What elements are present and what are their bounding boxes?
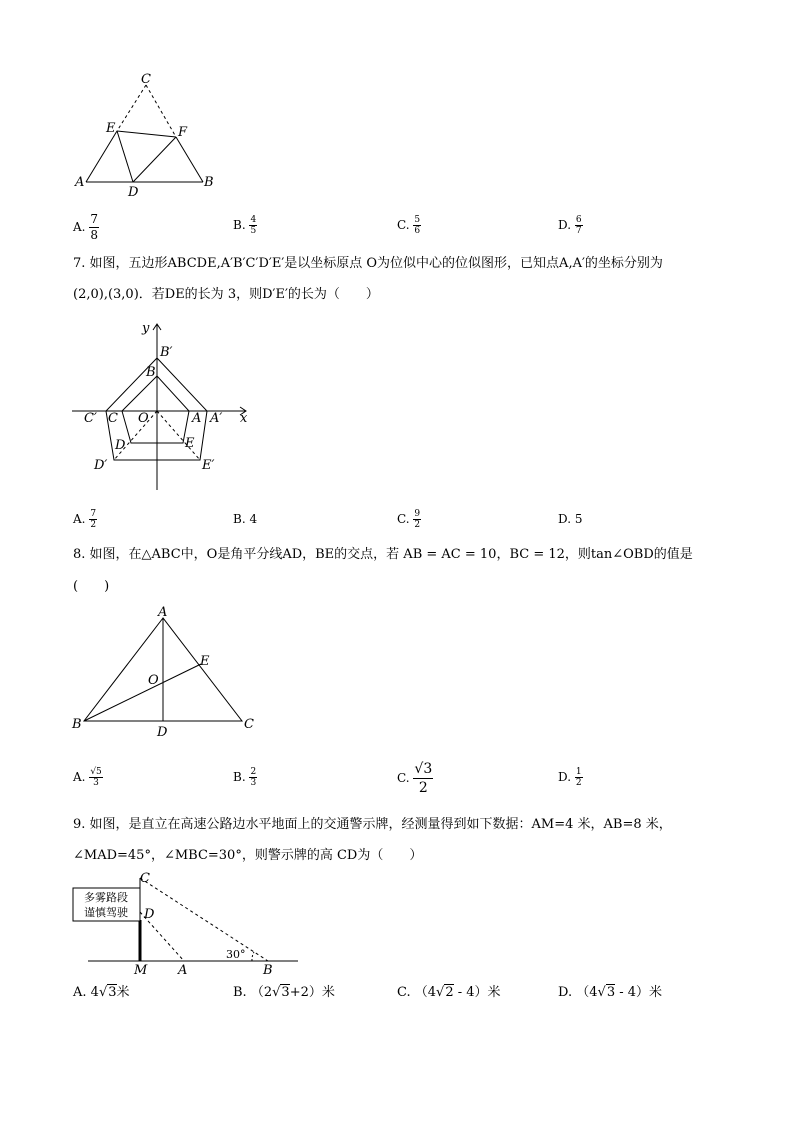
option-fraction: $\frac{√5}{3}$ bbox=[90, 767, 102, 788]
q7-figure bbox=[68, 318, 258, 496]
option-letter: B. bbox=[233, 218, 246, 232]
q9-option-b[interactable] bbox=[233, 984, 335, 1001]
q9-figure bbox=[68, 868, 308, 978]
radical-sign: √ bbox=[597, 985, 606, 1000]
option-radicand: 3 bbox=[281, 985, 290, 1000]
q8-stem-line1: 8. 如图，在△ABC中，O是角平分线AD，BE的交点，若 AB = AC = 10，BC = 12，则tan∠OBD的值是 bbox=[73, 547, 693, 562]
q9-label-a: A bbox=[178, 963, 188, 978]
q6-label-a: A bbox=[75, 175, 85, 190]
q8-option-c[interactable] bbox=[397, 760, 433, 797]
option-letter: B. bbox=[233, 770, 246, 784]
q6-label-f: F bbox=[178, 125, 188, 140]
q8-label-c: C bbox=[244, 717, 254, 732]
q8-option-d[interactable] bbox=[558, 767, 583, 788]
q8-label-d: D bbox=[157, 725, 168, 740]
q8-label-b: B bbox=[72, 717, 82, 732]
q7-label-cp: C′ bbox=[84, 411, 97, 426]
q8-option-a[interactable] bbox=[73, 767, 103, 788]
q9-stem-line2: ∠MAD=45°，∠MBC=30°，则警示牌的高 CD为（ ） bbox=[73, 848, 423, 863]
q8-label-e: E bbox=[200, 654, 210, 669]
q7-label-b: B bbox=[146, 365, 156, 380]
option-letter: B. bbox=[233, 512, 246, 526]
option-letter: A. bbox=[73, 985, 87, 1000]
q9-label-c: C bbox=[140, 871, 150, 886]
option-fraction: $\frac{6}{7}$ bbox=[575, 215, 582, 236]
q6-label-c: C bbox=[141, 72, 151, 87]
option-suffix: - 4）米 bbox=[453, 985, 501, 1000]
option-letter: D. bbox=[558, 770, 572, 784]
option-fraction: $\frac{7}{2}$ bbox=[90, 509, 97, 530]
option-fraction: $\frac{4}{5}$ bbox=[250, 215, 257, 236]
option-fraction: $\frac{5}{6}$ bbox=[414, 215, 421, 236]
q6-figure bbox=[70, 65, 230, 200]
q7-option-b[interactable] bbox=[233, 511, 257, 527]
q9-angle-label: 30° bbox=[226, 948, 246, 961]
option-letter: D. bbox=[558, 218, 572, 232]
q7-label-ep: E′ bbox=[202, 458, 215, 473]
option-fraction: $\frac{1}{2}$ bbox=[575, 767, 582, 788]
q8-label-o: O bbox=[148, 673, 159, 688]
q7-stem-line1: 7. 如图，五边形ABCDE,A′B′C′D′E′是以坐标原点 O为位似中心的位似图形，已知点A,A′的坐标分别为 bbox=[73, 256, 663, 271]
q6-option-b[interactable] bbox=[233, 215, 257, 236]
q7-axis-y: y bbox=[142, 321, 150, 336]
q7-label-d: D bbox=[115, 438, 126, 453]
radical-sign: √ bbox=[98, 985, 108, 1000]
q9-label-d: D bbox=[144, 907, 155, 922]
q9-option-a[interactable] bbox=[73, 984, 130, 1001]
q7-label-a: A bbox=[192, 411, 202, 426]
option-coefficient: （4 bbox=[576, 985, 598, 1000]
option-fraction: $\frac{9}{2}$ bbox=[414, 509, 421, 530]
q9-label-b: B bbox=[263, 963, 273, 978]
option-coefficient: （4 bbox=[414, 985, 437, 1000]
q6-label-e: E bbox=[106, 121, 116, 136]
sign-text-line1: 多雾路段 bbox=[84, 891, 128, 904]
q6-option-d[interactable] bbox=[558, 215, 583, 236]
q6-label-d: D bbox=[128, 185, 139, 200]
option-letter: B. bbox=[233, 985, 247, 1000]
option-fraction: $\frac{2}{3}$ bbox=[250, 767, 257, 788]
q8-label-a: A bbox=[158, 605, 168, 620]
option-coefficient: 4 bbox=[90, 985, 99, 1000]
q6-label-b: B bbox=[204, 175, 214, 190]
option-suffix: - 4）米 bbox=[615, 985, 663, 1000]
option-radicand: 3 bbox=[108, 985, 117, 1000]
sign-text-line2: 谨慎驾驶 bbox=[84, 906, 128, 919]
q8-stem-line2: ( ) bbox=[73, 579, 110, 594]
option-letter: A. bbox=[73, 220, 86, 234]
option-radicand: 3 bbox=[606, 985, 616, 1000]
q9-option-d[interactable] bbox=[558, 984, 662, 1001]
option-letter: D. bbox=[558, 512, 572, 526]
q7-label-ap: A′ bbox=[210, 411, 223, 426]
option-value: 5 bbox=[574, 512, 583, 526]
q7-option-d[interactable] bbox=[558, 511, 582, 527]
q7-label-o: O bbox=[138, 411, 149, 426]
option-letter: C. bbox=[397, 771, 410, 785]
q8-option-b[interactable] bbox=[233, 767, 257, 788]
option-letter: C. bbox=[397, 985, 411, 1000]
q7-label-e: E bbox=[185, 436, 195, 451]
option-suffix: +2）米 bbox=[289, 985, 335, 1000]
q9-stem-line1: 9. 如图，是直立在高速公路边水平地面上的交通警示牌，经测量得到如下数据：AM=4 米，AB=8 米， bbox=[73, 817, 672, 832]
option-radicand: 2 bbox=[445, 985, 454, 1000]
q7-stem-line2: (2,0),(3,0)．若DE的长为 3，则D′E′的长为（ ） bbox=[73, 287, 379, 302]
q7-label-c: C bbox=[108, 411, 118, 426]
q7-label-bp: B′ bbox=[160, 345, 173, 360]
q6-option-a[interactable] bbox=[73, 212, 99, 243]
radical-sign: √ bbox=[272, 985, 281, 1000]
q7-label-dp: D′ bbox=[94, 458, 108, 473]
q7-option-a[interactable] bbox=[73, 509, 97, 530]
q9-label-m: M bbox=[134, 963, 148, 978]
option-letter: C. bbox=[397, 512, 410, 526]
option-letter: C. bbox=[397, 218, 410, 232]
q7-axis-x: x bbox=[240, 411, 248, 426]
option-fraction: $\frac{7}{8}$ bbox=[90, 212, 98, 242]
option-letter: D. bbox=[558, 985, 573, 1000]
option-fraction: $\frac{√3}{2}$ bbox=[414, 761, 433, 796]
q8-figure bbox=[68, 604, 268, 742]
option-value: 4 bbox=[249, 512, 258, 526]
option-letter: A. bbox=[73, 770, 86, 784]
radical-sign: √ bbox=[436, 985, 445, 1000]
option-suffix: 米 bbox=[116, 985, 130, 1000]
q9-option-c[interactable] bbox=[397, 984, 501, 1001]
q7-option-c[interactable] bbox=[397, 509, 421, 530]
option-letter: A. bbox=[73, 512, 86, 526]
option-coefficient: （2 bbox=[250, 985, 273, 1000]
q6-option-c[interactable] bbox=[397, 215, 421, 236]
